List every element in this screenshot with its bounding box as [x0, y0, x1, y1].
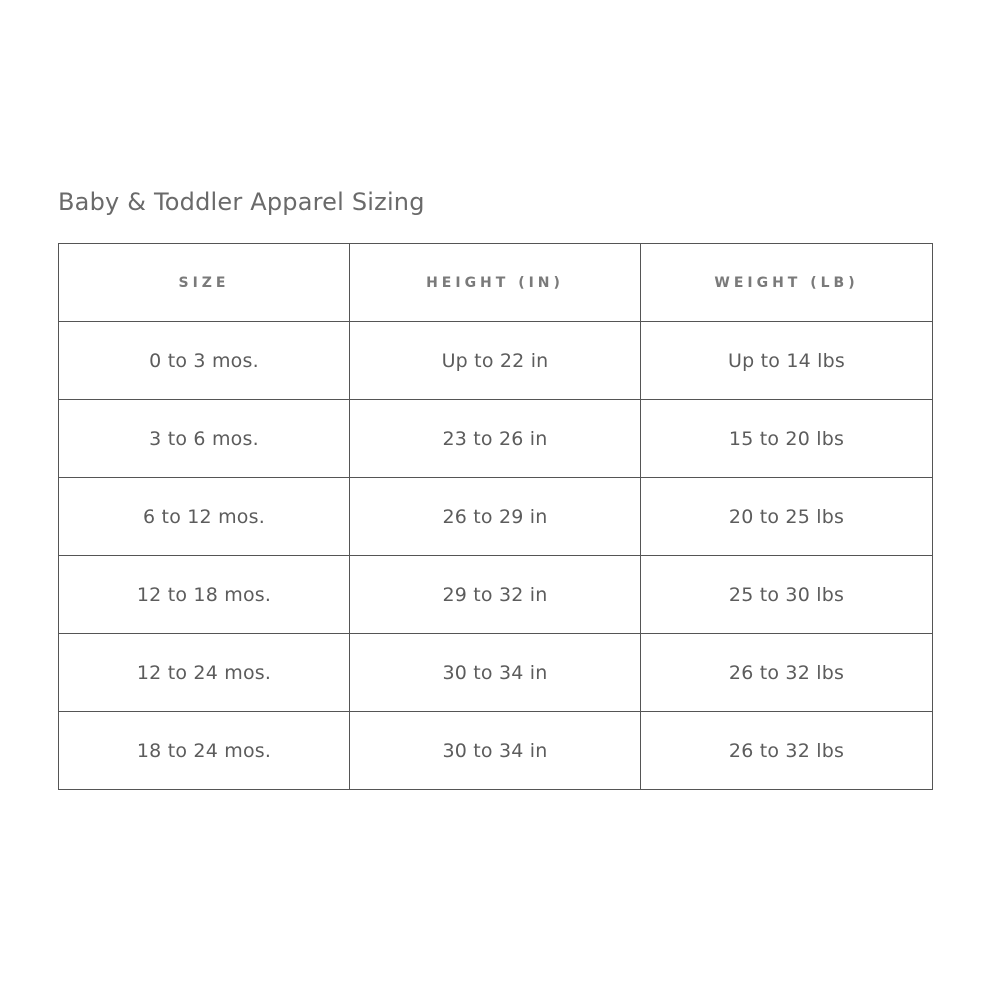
cell-size: 12 to 18 mos. [59, 556, 350, 634]
table-body [59, 322, 933, 790]
cell-weight: 20 to 25 lbs [641, 478, 933, 556]
cell-weight: Up to 14 lbs [641, 322, 933, 400]
cell-height: 23 to 26 in [350, 400, 641, 478]
cell-size: 12 to 24 mos. [59, 634, 350, 712]
cell-size: 3 to 6 mos. [59, 400, 350, 478]
header-weight: WEIGHT (LB) [641, 244, 933, 322]
table-row [59, 712, 933, 790]
table-row [59, 322, 933, 400]
cell-size: 6 to 12 mos. [59, 478, 350, 556]
cell-size: 0 to 3 mos. [59, 322, 350, 400]
table-row [59, 400, 933, 478]
cell-weight: 25 to 30 lbs [641, 556, 933, 634]
cell-weight: 26 to 32 lbs [641, 712, 933, 790]
table-header [59, 244, 933, 322]
cell-height: 30 to 34 in [350, 712, 641, 790]
table-row [59, 556, 933, 634]
cell-weight: 26 to 32 lbs [641, 634, 933, 712]
sizing-table [58, 243, 933, 790]
cell-weight: 15 to 20 lbs [641, 400, 933, 478]
header-height: HEIGHT (IN) [350, 244, 641, 322]
cell-size: 18 to 24 mos. [59, 712, 350, 790]
table-row [59, 634, 933, 712]
cell-height: Up to 22 in [350, 322, 641, 400]
cell-height: 29 to 32 in [350, 556, 641, 634]
page-title: Baby & Toddler Apparel Sizing [58, 188, 425, 216]
table-row [59, 478, 933, 556]
cell-height: 30 to 34 in [350, 634, 641, 712]
header-size: SIZE [59, 244, 350, 322]
header-row [59, 244, 933, 322]
cell-height: 26 to 29 in [350, 478, 641, 556]
